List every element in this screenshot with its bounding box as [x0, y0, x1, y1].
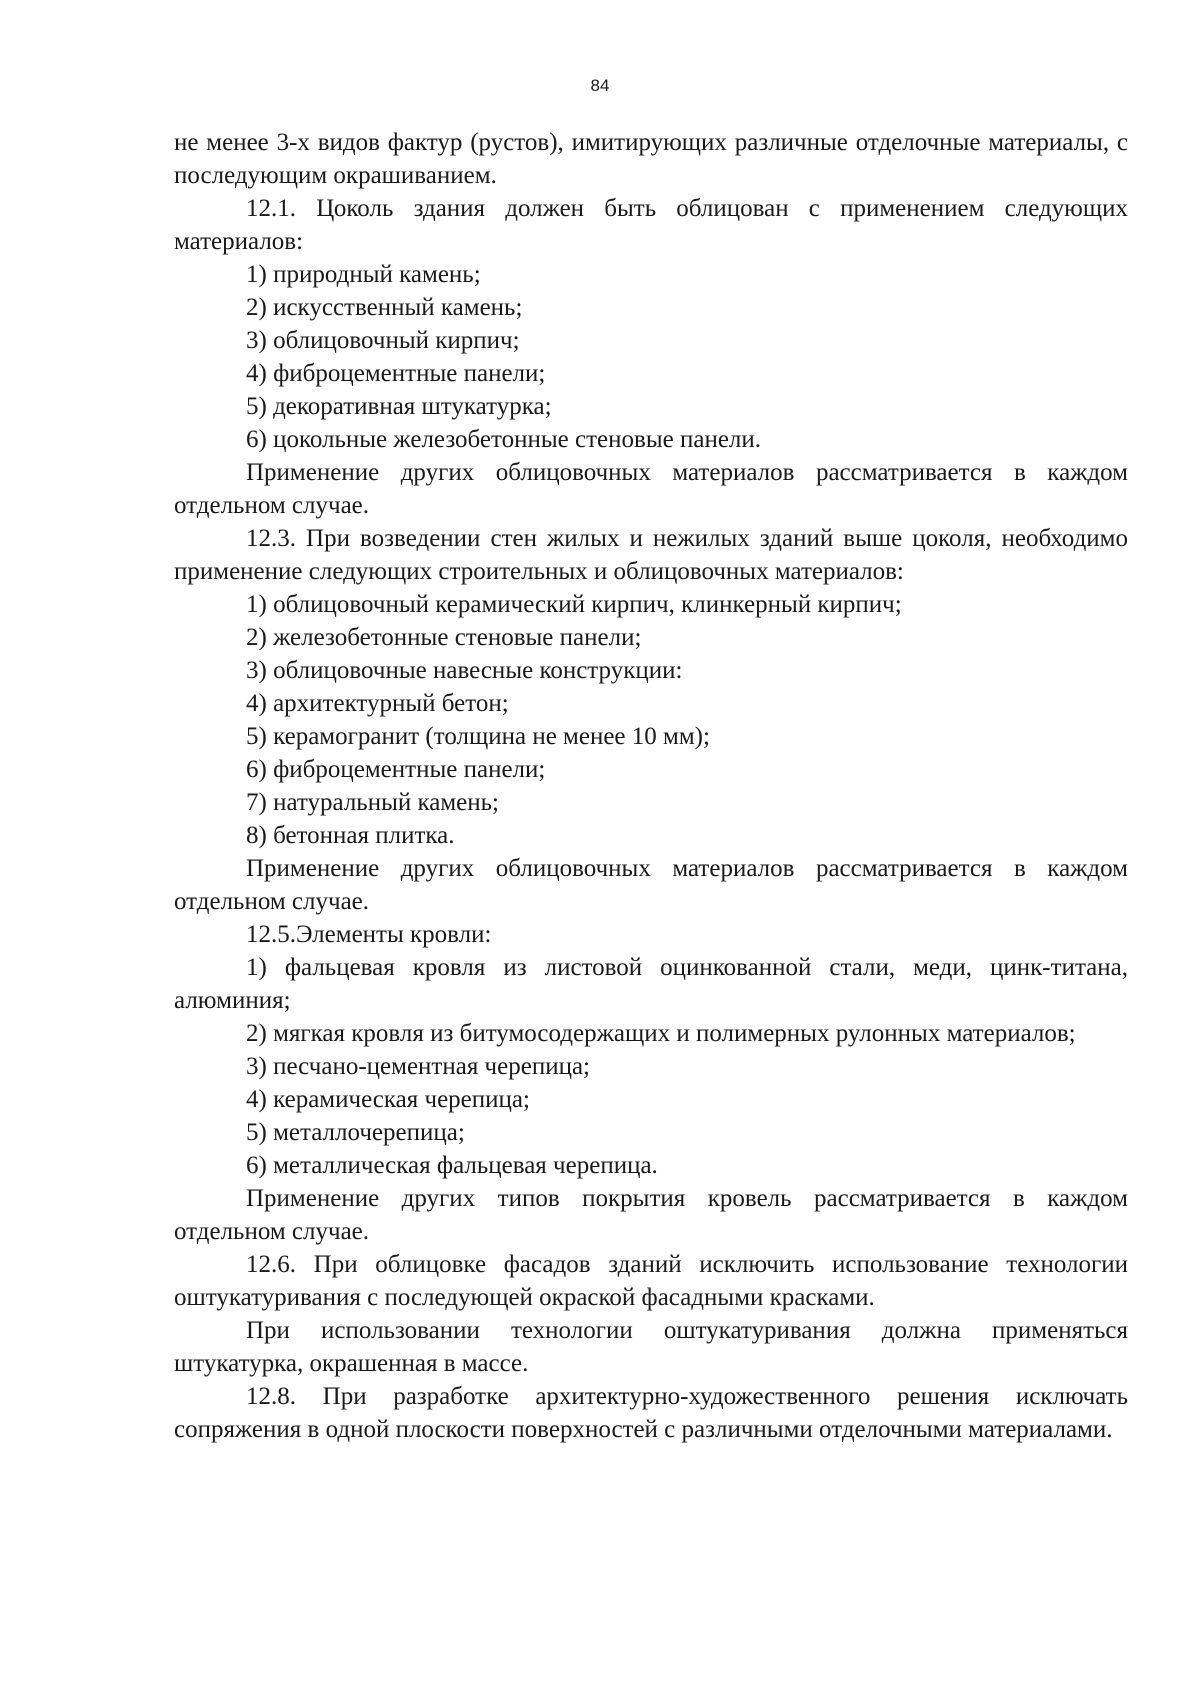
list-item: 3) облицовочный кирпич; — [246, 327, 520, 354]
list-item: 3) облицовочные навесные конструкции: — [246, 657, 683, 684]
list-item: 1) природный камень; — [246, 261, 481, 288]
list-item: 7) натуральный камень; — [246, 789, 500, 816]
list-item: 5) металлочерепица; — [246, 1119, 465, 1146]
list-item: 1) фальцевая кровля из листовой оцинкованной стали, меди, цинк-титана, алюминия; — [174, 954, 1128, 1014]
section-12-6-paragraph: 12.6. При облицовке фасадов зданий исключить использование технологии оштукатуривания с последующей окраской фасадными красками. — [174, 1251, 1128, 1311]
section-12-3-note: Применение других облицовочных материалов рассматривается в каждом отдельном случае. — [174, 855, 1128, 915]
list-item: 4) керамическая черепица; — [246, 1086, 530, 1113]
list-item: 5) керамогранит (толщина не менее 10 мм); — [246, 723, 710, 750]
section-12-1-note: Применение других облицовочных материалов рассматривается в каждом отдельном случае. — [174, 459, 1128, 519]
section-12-3-heading: 12.3. При возведении стен жилых и нежилых зданий выше цоколя, необходимо применение следующих строительных и облицовочных материалов: — [174, 525, 1128, 585]
section-12-5-heading: 12.5.Элементы кровли: — [246, 921, 492, 948]
list-item: 6) фиброцементные панели; — [246, 756, 546, 783]
list-item: 1) облицовочный керамический кирпич, клинкерный кирпич; — [246, 591, 902, 618]
document-body — [174, 126, 1128, 1446]
list-item: 2) искусственный камень; — [246, 294, 523, 321]
section-12-8-paragraph: 12.8. При разработке архитектурно-художественного решения исключать сопряжения в одной плоскости поверхностей с различными отделочными материалами. — [174, 1383, 1128, 1443]
list-item: 2) железобетонные стеновые панели; — [246, 624, 642, 651]
page-number: 84 — [590, 76, 610, 95]
section-12-1-heading: 12.1. Цоколь здания должен быть облицован с применением следующих материалов: — [174, 195, 1128, 255]
list-item: 5) декоративная штукатурка; — [246, 393, 552, 420]
list-item: 2) мягкая кровля из битумосодержащих и полимерных рулонных материалов; — [246, 1020, 1076, 1047]
list-item: 6) цокольные железобетонные стеновые панели. — [246, 426, 762, 453]
section-12-5-note: Применение других типов покрытия кровель рассматривается в каждом отдельном случае. — [174, 1185, 1128, 1245]
intro-paragraph: не менее 3-х видов фактур (рустов), имитирующих различные отделочные материалы, с последующим окрашиванием. — [174, 129, 1128, 189]
list-item: 4) фиброцементные панели; — [246, 360, 546, 387]
list-item: 3) песчано-цементная черепица; — [246, 1053, 591, 1080]
list-item: 8) бетонная плитка. — [246, 822, 455, 849]
section-12-6-note: При использовании технологии оштукатуривания должна применяться штукатурка, окрашенная в массе. — [174, 1317, 1128, 1377]
list-item: 6) металлическая фальцевая черепица. — [246, 1152, 658, 1179]
list-item: 4) архитектурный бетон; — [246, 690, 509, 717]
